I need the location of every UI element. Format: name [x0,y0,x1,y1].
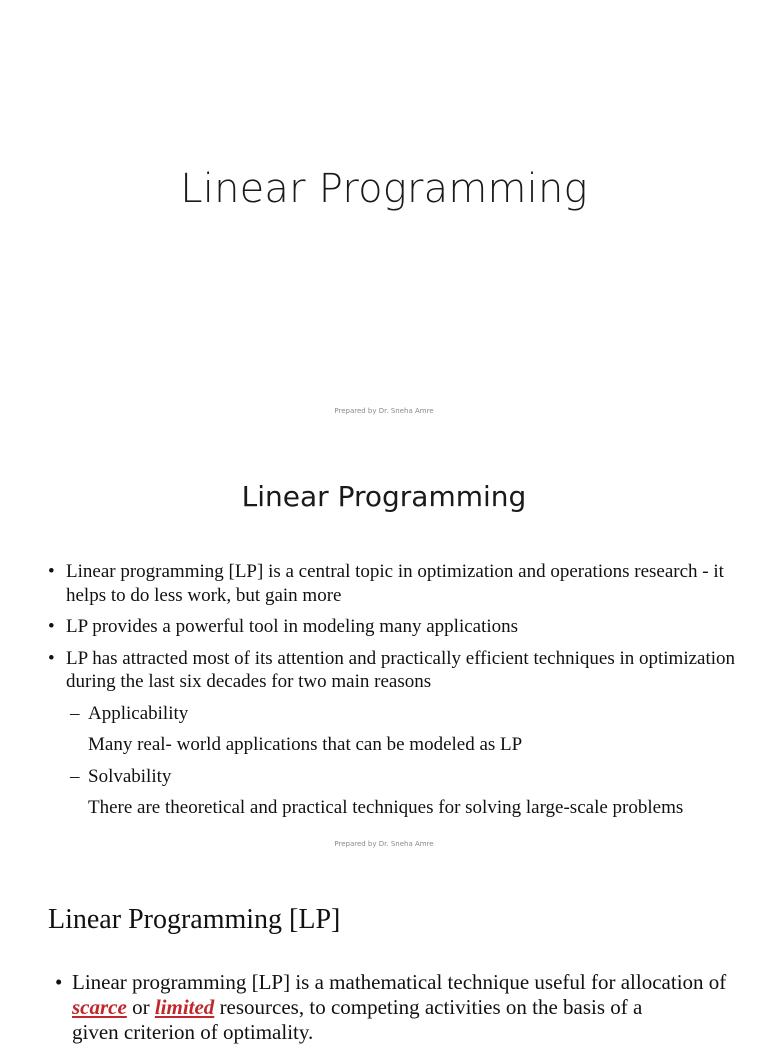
subpoint-item [48,765,748,789]
bullet-item [48,615,748,639]
slide-footer: Prepared by Dr. Sneha Amre [334,407,434,415]
bullet-text: LP provides a powerful tool in modeling many applications [66,616,519,637]
bullet-marker: • [48,561,55,582]
slide-overview [0,432,768,864]
dash-marker: – [70,702,80,724]
slide-heading: Linear Programming [LP] [48,904,341,935]
highlight-limited: limited [154,995,215,1019]
bullet-text [55,970,755,1045]
bullet-text-part: resources, to competing activities on the basis of a [214,995,643,1019]
slide-definition [0,864,768,1044]
bullet-item [48,647,748,694]
bullet-text: LP has attracted most of its attention and practically efficient techniques in optimization during the last six decades for two main reasons [66,647,736,692]
bullet-list [48,560,748,828]
bullet-marker: • [48,647,55,669]
bullet-marker: • [48,616,55,637]
subpoint-label: Applicability [88,702,189,724]
bullet-text-part: or [126,995,155,1019]
slide-heading: Linear Programming [241,480,527,513]
bullet-item [48,560,748,607]
subpoint-item [48,702,748,726]
subpoint-label: Solvability [88,765,172,787]
slide-title [0,0,768,432]
slide-footer: Prepared by Dr. Sneha Amre [334,840,434,848]
subpoint-text: Many real- world applications that can be modeled as LP [88,734,523,755]
bullet-item [55,970,755,1045]
bullet-text: Linear programming [LP] is a central topic in optimization and operations research - it helps to do less work, but gain more [66,561,724,606]
dash-marker: – [70,765,80,787]
slide-title-heading: Linear Programming [180,166,588,212]
highlight-scarce: scarce [72,995,127,1019]
bullet-text-part: Linear programming [LP] is a mathematical technique useful for allocation of [72,970,727,994]
bullet-text-part: given criterion of optimality. [72,1020,314,1044]
bullet-marker: • [55,970,63,994]
subpoint-text: There are theoretical and practical techniques for solving large-scale problems [88,797,684,818]
